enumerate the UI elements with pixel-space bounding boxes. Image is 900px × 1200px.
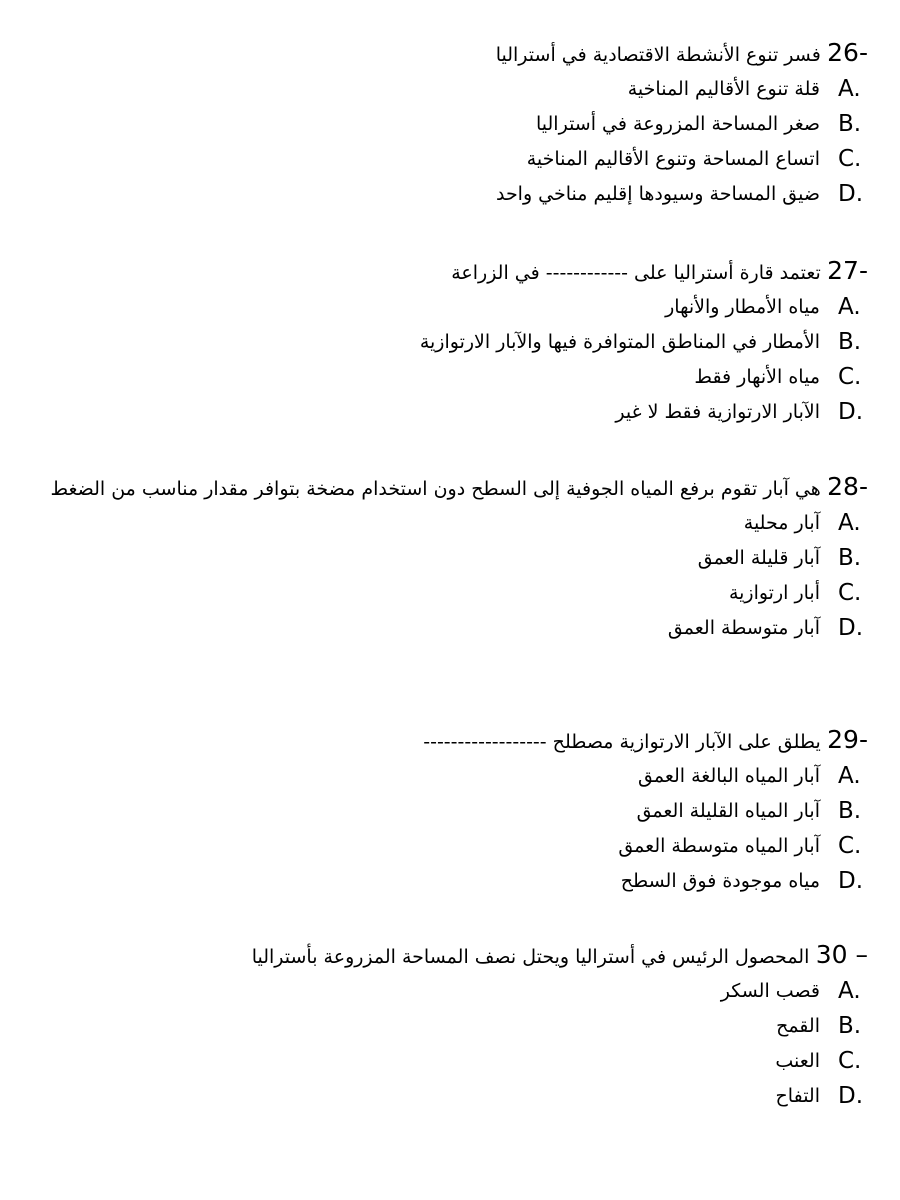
option-letter: C. (838, 580, 862, 606)
option-text: القمح (776, 1015, 820, 1037)
option-text: ضيق المساحة وسيودها إقليم مناخي واحد (495, 183, 820, 205)
option-b[interactable] (68, 107, 868, 142)
option-b[interactable] (68, 794, 868, 829)
option-letter: D. (838, 181, 864, 207)
option-text: آبار المياه متوسطة العمق (618, 835, 820, 857)
option-letter: A. (838, 763, 861, 789)
option-d[interactable] (68, 177, 868, 212)
question-number: 29- (827, 725, 868, 754)
option-letter: C. (838, 146, 862, 172)
question-stem (68, 36, 868, 72)
question-27 (68, 254, 868, 430)
option-text: مياه موجودة فوق السطح (620, 870, 820, 892)
option-text: آبار المياه القليلة العمق (636, 800, 820, 822)
option-text: آبار متوسطة العمق (667, 617, 820, 639)
question-30 (48, 938, 868, 1114)
question-26 (68, 36, 868, 212)
option-letter: A. (838, 294, 861, 320)
option-letter: B. (838, 798, 862, 824)
option-letter: B. (838, 111, 862, 137)
question-28 (48, 470, 868, 646)
question-text: المحصول الرئيس في أستراليا ويحتل نصف المساحة المزروعة بأستراليا (251, 946, 810, 968)
question-text: يطلق على الآبار الارتوازية مصطلح ------------------ (423, 731, 821, 753)
option-list (68, 72, 868, 212)
question-text: فسر تنوع الأنشطة الاقتصادية في أستراليا (495, 44, 821, 66)
option-c[interactable] (68, 829, 868, 864)
option-letter: D. (838, 615, 864, 641)
option-letter: B. (838, 1013, 862, 1039)
option-a[interactable] (48, 506, 868, 541)
option-text: الأمطار في المناطق المتوافرة فيها والآبار الارتوازية (419, 331, 820, 353)
option-d[interactable] (68, 395, 868, 430)
option-text: آبار المياه البالغة العمق (638, 765, 820, 787)
option-text: اتساع المساحة وتنوع الأقاليم المناخية (526, 148, 820, 170)
question-29 (68, 723, 868, 899)
option-letter: C. (838, 1048, 862, 1074)
option-d[interactable] (48, 611, 868, 646)
option-text: قصب السكر (720, 980, 820, 1002)
option-letter: D. (838, 399, 864, 425)
option-text: آبار محلية (743, 512, 820, 534)
question-number: 27- (827, 256, 868, 285)
option-b[interactable] (48, 541, 868, 576)
question-stem (48, 470, 868, 506)
option-letter: A. (838, 76, 861, 102)
option-letter: B. (838, 545, 862, 571)
question-stem (68, 723, 868, 759)
option-letter: A. (838, 978, 861, 1004)
option-d[interactable] (48, 1079, 868, 1114)
option-text: صغر المساحة المزروعة في أستراليا (536, 113, 820, 135)
option-a[interactable] (68, 290, 868, 325)
option-text: آبار قليلة العمق (697, 547, 820, 569)
option-text: قلة تنوع الأقاليم المناخية (627, 78, 820, 100)
option-b[interactable] (68, 325, 868, 360)
question-stem (68, 254, 868, 290)
question-number: 30 – (815, 940, 868, 969)
question-stem (48, 938, 868, 974)
option-a[interactable] (48, 974, 868, 1009)
option-text: مياه الأمطار والأنهار (665, 296, 820, 318)
option-letter: D. (838, 1083, 864, 1109)
option-a[interactable] (68, 759, 868, 794)
question-number: 28- (827, 472, 868, 501)
option-d[interactable] (68, 864, 868, 899)
option-text: العنب (775, 1050, 820, 1072)
option-c[interactable] (68, 142, 868, 177)
option-list (48, 974, 868, 1114)
option-text: أبار ارتوازية (728, 582, 820, 604)
option-c[interactable] (48, 1044, 868, 1079)
option-c[interactable] (68, 360, 868, 395)
option-text: الآبار الارتوازية فقط لا غير (615, 401, 820, 423)
option-list (68, 290, 868, 430)
option-letter: B. (838, 329, 862, 355)
option-c[interactable] (48, 576, 868, 611)
option-b[interactable] (48, 1009, 868, 1044)
option-letter: C. (838, 833, 862, 859)
option-list (48, 506, 868, 646)
option-text: مياه الأنهار فقط (694, 366, 820, 388)
option-letter: C. (838, 364, 862, 390)
question-text: تعتمد قارة أستراليا على ------------ في الزراعة (451, 262, 821, 284)
option-letter: A. (838, 510, 861, 536)
option-letter: D. (838, 868, 864, 894)
option-a[interactable] (68, 72, 868, 107)
question-text: هي آبار تقوم برفع المياه الجوفية إلى السطح دون استخدام مضخة بتوافر مقدار مناسب من الضغط (50, 478, 821, 500)
option-text: التفاح (775, 1085, 820, 1107)
question-number: 26- (827, 38, 868, 67)
option-list (68, 759, 868, 899)
